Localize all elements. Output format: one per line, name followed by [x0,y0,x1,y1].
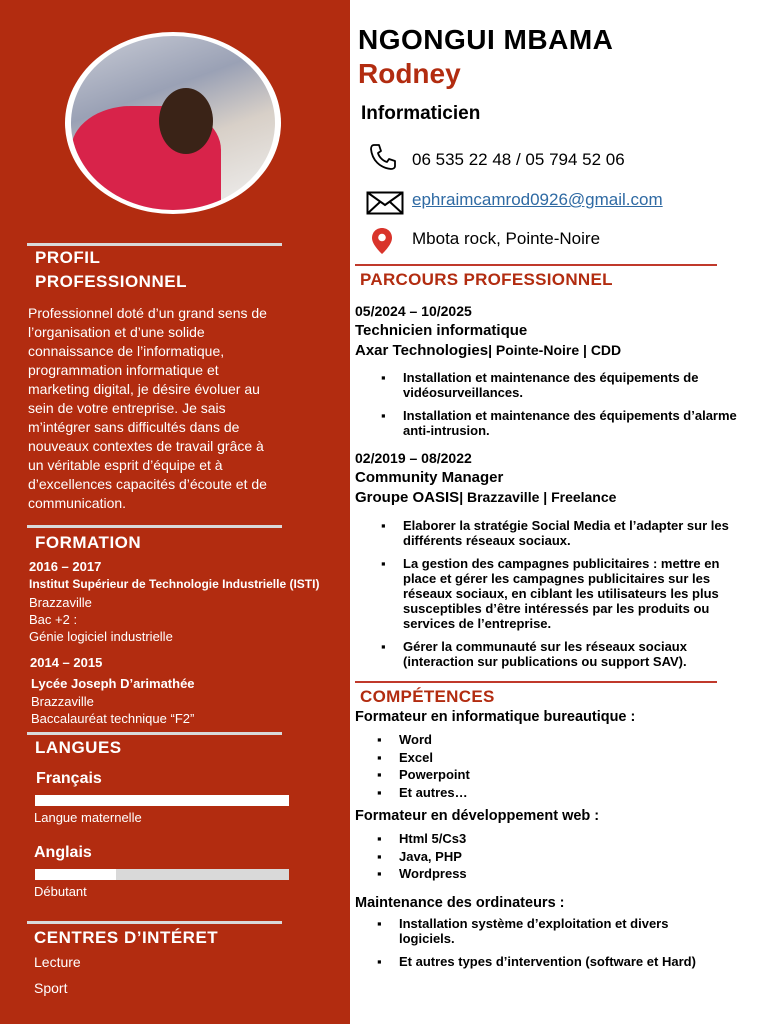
divider [27,921,282,924]
competences-title: COMPÉTENCES [360,687,495,706]
divider [27,525,282,528]
email-icon [366,191,404,215]
formation-degree: Baccalauréat technique “F2” [31,711,195,726]
formation-city: Brazzaville [29,595,92,610]
list-item: ▪ Excel [377,749,717,767]
divider [27,732,282,735]
phone-icon [368,142,398,172]
first-name: Rodney [358,58,461,89]
job-company-line [355,342,621,359]
list-item: ▪ Installation et maintenance des équipements d’alarme anti-intrusion. [381,408,741,438]
profile-text: Professionnel doté d’un grand sens de l’organisation et d’une solide connaissance de l’informatique, programmation informatique et marketing digital, je désire évoluer au sein de votre entreprise. Je sais m’intégrer sans difficultés dans de nouveaux contextes de travail grâce à un véritable esprit d’équipe et à d’excellences capacités d’écoute et de communication. [28,305,267,511]
list-item: ▪ Java, PHP [377,848,717,866]
language-name: Anglais [34,844,92,861]
formation-degree: Bac +2 : [29,612,78,627]
parcours-title: PARCOURS PROFESSIONNEL [360,270,613,289]
email-link[interactable]: ephraimcamrod0926@gmail.com [412,190,663,209]
language-level-bar [35,869,289,880]
section-divider [355,264,717,266]
language-level-bar [35,795,289,806]
list-item: ▪ La gestion des campagnes publicitaires : mettre en place et gérer les campagnes publicitaires sur les réseaux sociaux, en ciblant les utilisateurs les plus susceptibles d’être intéressés par les produits ou services de l’entreprise. [381,556,743,631]
formation-school: Lycée Joseph D’arimathée [31,676,195,691]
job-dates: 02/2019 – 08/2022 [355,450,472,466]
formation-dates: 2016 – 2017 [29,559,102,574]
profile-photo [65,32,281,214]
section-divider [355,681,717,683]
job-title: Technicien informatique [355,322,528,339]
list-item: ▪ Html 5/Cs3 [377,830,717,848]
address: Mbota rock, Pointe-Noire [412,229,601,248]
job-dates: 05/2024 – 10/2025 [355,303,472,319]
formation-city: Brazzaville [31,694,94,709]
list-item: ▪ Et autres… [377,784,717,802]
list-item: ▪ Gérer la communauté sur les réseaux sociaux (interaction sur publications ou support SAV). [381,639,743,669]
list-item: ▪ Wordpress [377,865,717,883]
skill-group-heading: Formateur en informatique bureautique : [355,709,636,725]
formation-school: Institut Supérieur de Technologie Industrielle (ISTI) [29,577,320,591]
language-level: Langue maternelle [34,810,142,825]
job-title: Community Manager [355,469,504,486]
phone-number: 06 535 22 48 / 05 794 52 06 [412,150,625,169]
list-item: ▪ Et autres types d’intervention (software et Hard) [377,954,722,969]
interests-title: CENTRES D’INTÉRET [34,928,219,947]
language-name: Français [36,770,102,787]
interest-item: Sport [34,980,68,996]
skill-list [377,830,717,883]
list-item: ▪ Installation et maintenance des équipements de vidéosurveillances. [381,370,741,400]
language-level: Débutant [34,884,87,899]
job-company: Groupe OASIS [355,489,460,506]
job-role: Informaticien [361,103,481,124]
skill-list [377,731,717,801]
skill-list [377,916,722,969]
job-bullets [381,518,743,669]
language-level-fill [35,869,116,880]
formation-field: Génie logiciel industrielle [29,629,173,644]
formation-title: FORMATION [35,533,142,552]
profile-title-line1: PROFIL [35,248,101,267]
location-pin-icon [371,227,393,255]
language-level-fill [35,795,289,806]
list-item: ▪ Elaborer la stratégie Social Media et l’adapter sur les différents réseaux sociaux. [381,518,743,548]
langues-title: LANGUES [35,738,122,757]
interest-item: Lecture [34,954,81,970]
skill-group-heading: Formateur en développement web : [355,808,600,824]
divider [27,243,282,246]
job-company: Axar Technologies [355,342,489,359]
formation-dates: 2014 – 2015 [30,655,103,670]
job-details: | Pointe-Noire | CDD [488,342,622,358]
profile-title-line2: PROFESSIONNEL [35,272,187,291]
list-item: ▪ Word [377,731,717,749]
job-bullets [381,370,741,438]
job-company-line [355,489,616,506]
list-item: ▪ Powerpoint [377,766,717,784]
skill-group-heading: Maintenance des ordinateurs : [355,895,565,911]
job-details: | Brazzaville | Freelance [459,489,617,505]
list-item: ▪ Installation système d’exploitation et divers logiciels. [377,916,722,946]
sidebar [0,0,350,1024]
last-name: NGONGUI MBAMA [358,24,614,55]
main-content [350,0,768,1024]
